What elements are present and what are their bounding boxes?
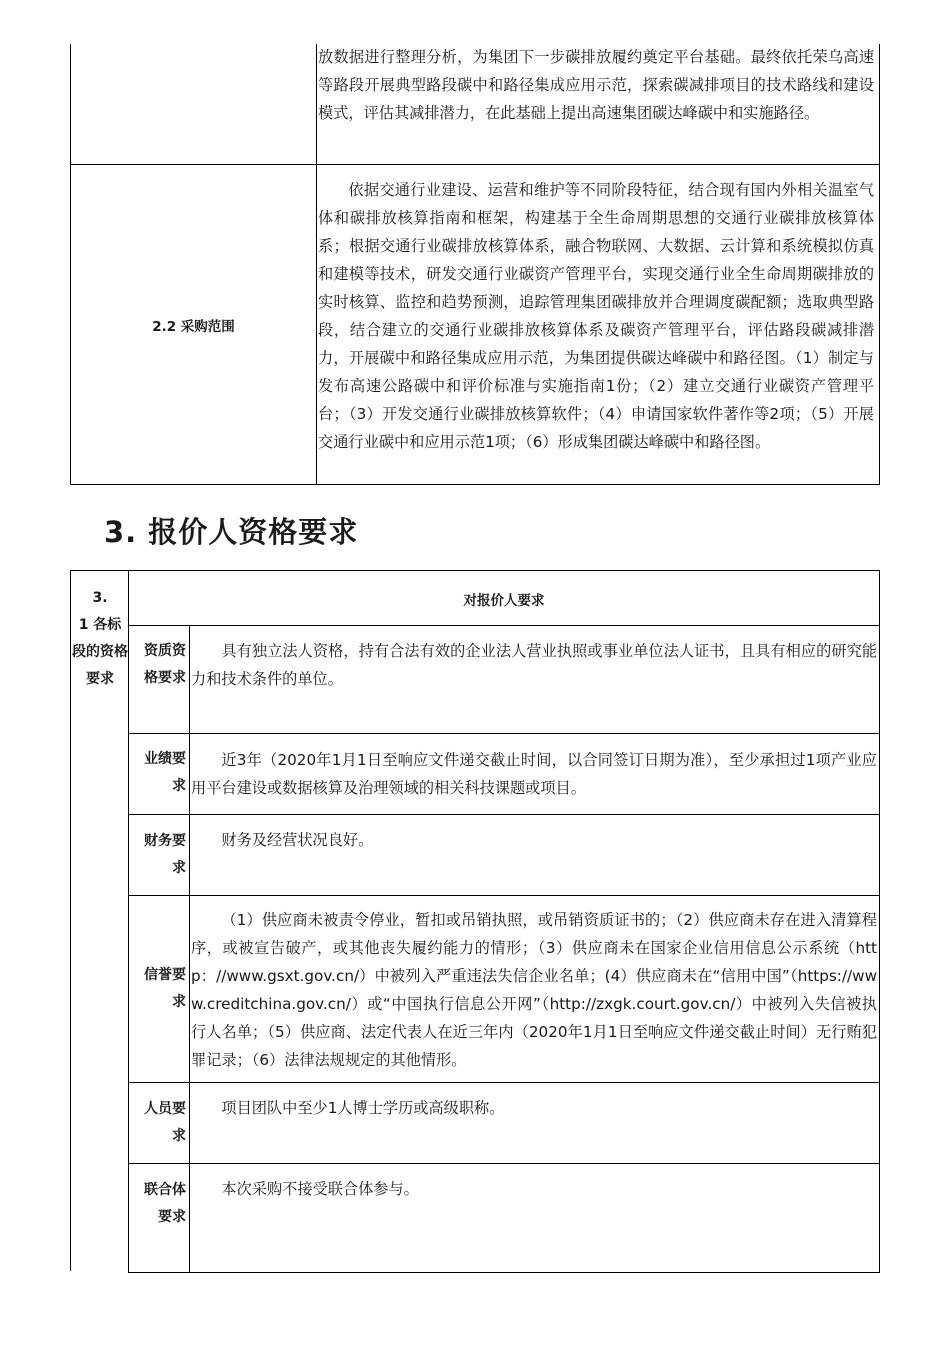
table2-sublabel-divider xyxy=(189,625,190,1273)
row-label-performance: 业绩要求 xyxy=(144,751,186,794)
row-label-credit: 信誉要求 xyxy=(144,967,186,1010)
row-text-credit: （1）供应商未被责令停业，暂扣或吊销执照，或吊销资质证书的；（2）供应商未存在进入清算程序，或被宣告破产，或其他丧失履约能力的情形；（3）供应商未在国家企业信用信息公示系统（http：//www.gsxt.gov.cn/）中被列入严重违法失信企业名单；(4）供应商未在“信用中国”（https://www.creditchina.gov.cn/）或“中国执行信息公开网”（http://zxgk.court.gov.cn/）中被列入失信被执行人名单；（5）供应商、法定代表人在近三年内（2020年1月1日至响应文件递交截止时间）无行贿犯罪记录；（6）法律法规规定的其他情形。 xyxy=(191,911,877,1069)
table2-row-divider xyxy=(128,1163,880,1164)
table2-row-divider xyxy=(128,814,880,815)
row-label-qualification: 资质资格要求 xyxy=(144,643,186,686)
table2-row-divider xyxy=(128,1082,880,1083)
table2-row-divider xyxy=(128,733,880,734)
row-text-consortium: 本次采购不接受联合体参与。 xyxy=(221,1180,419,1198)
table1-bottom-border xyxy=(70,484,880,485)
row-text-personnel: 项目团队中至少1人博士学历或高级职称。 xyxy=(221,1099,505,1117)
table2-header-divider xyxy=(128,625,880,626)
table2-top-border xyxy=(70,570,880,571)
table1-column-divider xyxy=(316,44,317,485)
section-3-1-label: 3. 1 各标段的资格要求 xyxy=(72,590,128,687)
row-label-personnel: 人员要求 xyxy=(144,1101,186,1144)
row-label-finance: 财务要求 xyxy=(144,833,186,876)
procurement-scope-label: 2.2 采购范围 xyxy=(152,319,235,335)
table2-row-divider xyxy=(128,895,880,896)
continued-paragraph: 放数据进行整理分析，为集团下一步碳排放履约奠定平台基础。最终依托荣乌高速等路段开展典型路段碳中和路径集成应用示范，探索碳减排项目的技术路线和建设模式，评估其减排潜力，在此基础上提出高速集团碳达峰碳中和实施路径。 xyxy=(318,48,874,122)
procurement-scope-text: 依据交通行业建设、运营和维护等不同阶段特征，结合现有国内外相关温室气体和碳排放核算指南和框架，构建基于全生命周期思想的交通行业碳排放核算体系；根据交通行业碳排放核算体系，融合物联网、大数据、云计算和系统模拟仿真和建模等技术，研发交通行业碳资产管理平台，实现交通行业全生命周期碳排放的实时核算、监控和趋势预测，追踪管理集团碳排放并合理调度碳配额；选取典型路段，结合建立的交通行业碳排放核算体系及碳资产管理平台，评估路段碳减排潜力，开展碳中和路径集成应用示范，为集团提供碳达峰碳中和路径图。（1）制定与发布高速公路碳中和评价标准与实施指南1份；（2）建立交通行业碳资产管理平台；（3）开发交通行业碳排放核算软件；（4）申请国家软件著作等2项；（5）开展交通行业碳中和应用示范1项；（6）形成集团碳达峰碳中和路径图。 xyxy=(318,181,874,451)
row-text-performance: 近3年（2020年1月1日至响应文件递交截止时间，以合同签订日期为准），至少承担过1项产业应用平台建设或数据核算及治理领域的相关科技课题或项目。 xyxy=(191,751,877,797)
table1-left-border xyxy=(70,44,71,485)
table1-right-border xyxy=(879,44,880,485)
table2-bottom-border xyxy=(128,1272,880,1273)
table2-right-border xyxy=(879,570,880,1273)
section-heading: 3. 报价人资格要求 xyxy=(104,515,359,549)
row-text-qualification: 具有独立法人资格，持有合法有效的企业法人营业执照或事业单位法人证书，且具有相应的研究能力和技术条件的单位。 xyxy=(191,642,877,688)
table2-label-divider xyxy=(128,570,129,1273)
table2-left-border xyxy=(70,570,71,1271)
row-text-finance: 财务及经营状况良好。 xyxy=(221,831,374,849)
bidder-requirements-header: 对报价人要求 xyxy=(463,593,545,609)
row-label-consortium: 联合体要求 xyxy=(144,1182,186,1225)
table1-row-divider xyxy=(70,164,880,165)
